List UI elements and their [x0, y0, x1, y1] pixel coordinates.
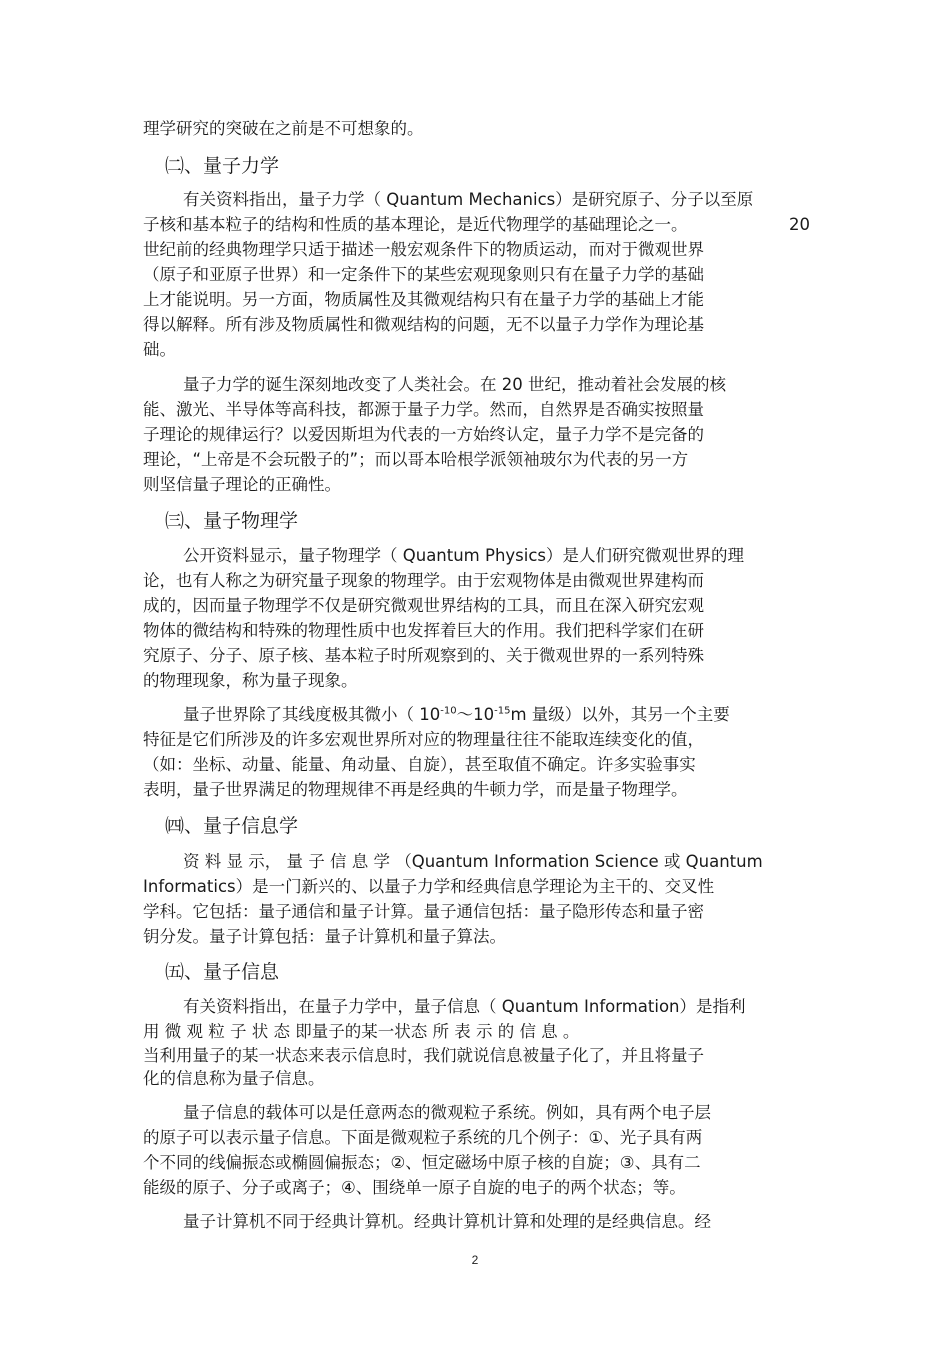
text-line: 量子信息的载体可以是任意两态的微观粒子系统。例如，具有两个电子层 [183, 1103, 711, 1122]
text-line: 钥分发。量子计算包括：量子计算机和量子算法。 [143, 927, 506, 946]
text-line: 特征是它们所涉及的许多宏观世界所对应的物理量往往不能取连续变化的值， [143, 730, 704, 749]
text-line: 有关资料指出，在量子力学中，量子信息（ Quantum Information）是指利 [183, 997, 746, 1016]
text-line: 的原子可以表示量子信息。下面是微观粒子系统的几个例子：①、光子具有两 [143, 1128, 703, 1147]
text-line: 学科。它包括：量子通信和量子计算。量子通信包括：量子隐形传态和量子密 [143, 902, 704, 921]
text-line: 表明，量子世界满足的物理规律不再是经典的牛顿力学，而是量子物理学。 [143, 780, 688, 799]
text-line: 理论，“上帝是不会玩骰子的”；而以哥本哈根学派领袖玻尔为代表的另一方 [143, 450, 689, 469]
text-run: 量子世界除了其线度极其微小（ 10 [183, 705, 441, 724]
text-line: 子核和基本粒子的结构和性质的基本理论，是近代物理学的基础理论之一。 [143, 215, 688, 234]
text-line: 资 料 显 示， 量 子 信 息 学 （Quantum Information Science 或 Quantum [183, 852, 763, 871]
text-line: 得以解释。所有涉及物质属性和微观结构的问题，无不以量子力学作为理论基 [143, 315, 704, 334]
text-line: 能级的原子、分子或离子；④、围绕单一原子自旋的电子的两个状态；等。 [143, 1178, 686, 1197]
text-line: 个不同的线偏振态或椭圆偏振态；②、恒定磁场中原子核的自旋；③、具有二 [143, 1153, 701, 1172]
section-heading-4: ㈣、量子信息学 [165, 815, 299, 837]
text-line: 理学研究的突破在之前是不可想象的。 [143, 119, 424, 138]
text-line: 论，也有人称之为研究量子现象的物理学。由于宏观物体是由微观世界建构而 [143, 571, 704, 590]
text-line-superscript [183, 704, 730, 726]
text-line: 能、激光、半导体等高科技，都源于量子力学。然而，自然界是否确实按照量 [143, 400, 704, 419]
text-line: 当利用量子的某一状态来表示信息时，我们就说信息被量子化了，并且将量子 [143, 1046, 704, 1065]
section-heading-5: ㈤、量子信息 [165, 961, 280, 983]
text-line-tail: 20 [789, 215, 810, 234]
section-heading-2: ㈡、量子力学 [165, 155, 280, 177]
text-line: 公开资料显示，量子物理学（ Quantum Physics）是人们研究微观世界的理 [183, 546, 745, 565]
text-line: 量子力学的诞生深刻地改变了人类社会。在 20 世纪，推动着社会发展的核 [183, 375, 726, 394]
section-heading-3: ㈢、量子物理学 [165, 510, 299, 532]
text-line: 世纪前的经典物理学只适于描述一般宏观条件下的物质运动，而对于微观世界 [143, 240, 704, 259]
text-line: 础。 [143, 340, 176, 359]
text-line: 的物理现象，称为量子现象。 [143, 671, 358, 690]
text-run: m 量级）以外，其另一个主要 [510, 705, 730, 724]
text-line: 用 微 观 粒 子 状 态 即量子的某一状态 所 表 示 的 信 息 。 [143, 1022, 580, 1041]
text-line: （如：坐标、动量、能量、角动量、自旋），甚至取值不确定。许多实验事实 [143, 755, 696, 774]
superscript-exponent: -15 [494, 705, 511, 717]
text-line: 成的，因而量子物理学不仅是研究微观世界结构的工具，而且在深入研究宏观 [143, 596, 704, 615]
text-run: ～10 [456, 705, 495, 724]
text-line: Informatics）是一门新兴的、以量子力学和经典信息学理论为主干的、交叉性 [143, 877, 715, 896]
text-line: 有关资料指出，量子力学（ Quantum Mechanics）是研究原子、分子以至原 [183, 190, 754, 209]
superscript-exponent: -10 [440, 705, 457, 717]
text-line: 则坚信量子理论的正确性。 [143, 475, 341, 494]
text-line: 究原子、分子、原子核、基本粒子时所观察到的、关于微观世界的一系列特殊 [143, 646, 704, 665]
text-line: 上才能说明。另一方面，物质属性及其微观结构只有在量子力学的基础上才能 [143, 290, 704, 309]
text-line: 子理论的规律运行？以爱因斯坦为代表的一方始终认定，量子力学不是完备的 [143, 425, 704, 444]
text-line: （原子和亚原子世界）和一定条件下的某些宏观现象则只有在量子力学的基础 [143, 265, 704, 284]
text-line: 化的信息称为量子信息。 [143, 1069, 325, 1088]
text-line: 物体的微结构和特殊的物理性质中也发挥着巨大的作用。我们把科学家们在研 [143, 621, 704, 640]
text-line: 量子计算机不同于经典计算机。经典计算机计算和处理的是经典信息。经 [183, 1212, 711, 1231]
page-number: 2 [471, 1253, 479, 1267]
